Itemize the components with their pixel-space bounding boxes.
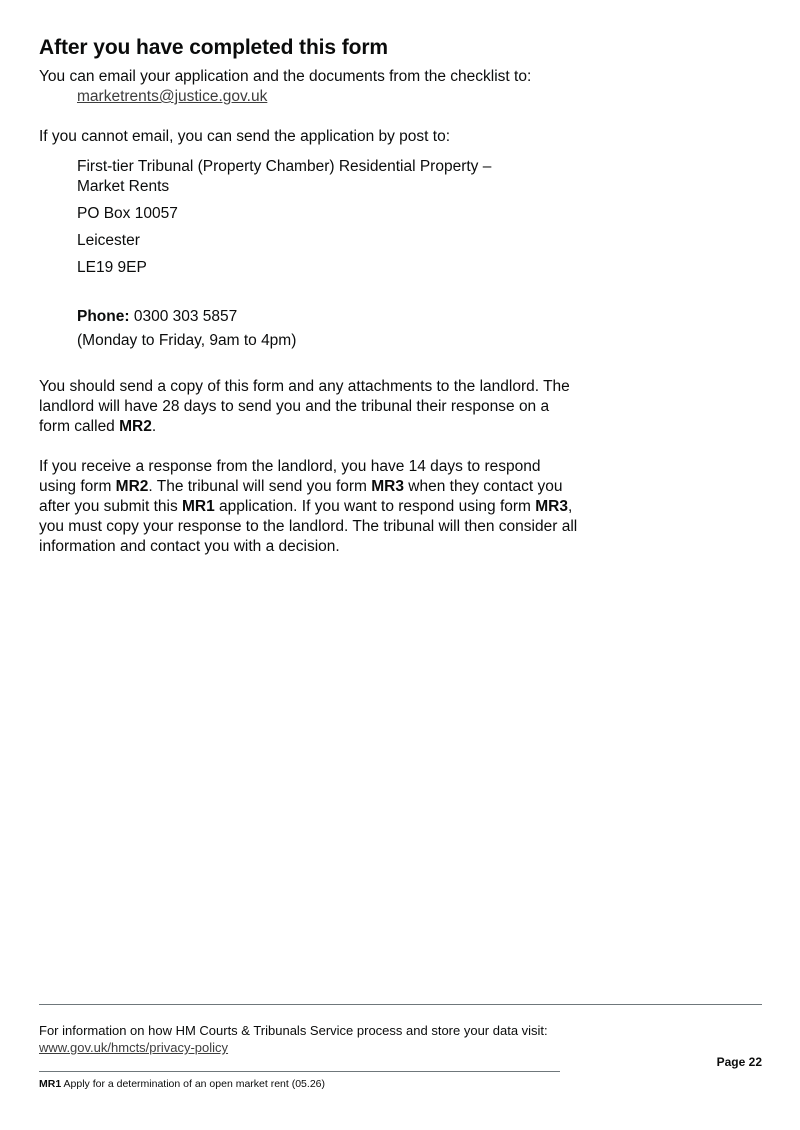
phone-label: Phone:	[77, 308, 130, 325]
page-number: Page 22	[716, 1055, 762, 1069]
email-intro: You can email your application and the documents from the checklist to:	[39, 68, 532, 85]
post-intro: If you cannot email, you can send the application by post to:	[39, 128, 451, 145]
respond-text-5: , you must copy your response to the landlord. The tribunal will then consider all information and contact you with a decision.	[39, 498, 578, 555]
phone-number: 0300 303 5857	[133, 308, 238, 325]
form-ref-mr3: MR3	[535, 498, 568, 515]
privacy-link[interactable]: www.gov.uk/hmcts/privacy-policy	[39, 1040, 229, 1055]
form-title: Apply for a determination of an open market rent (05.26)	[61, 1078, 325, 1090]
postal-address	[39, 157, 579, 278]
respond-text-4: application. If you want to respond using form	[214, 498, 536, 515]
form-ref-mr2: MR2	[119, 418, 152, 435]
footer-divider-top	[39, 1004, 762, 1005]
privacy-notice	[39, 1022, 599, 1056]
form-ref-mr2: MR2	[115, 478, 149, 495]
respond-text-3: when they contact you after you submit this	[39, 478, 563, 515]
address-line-4: LE19 9EP	[77, 259, 147, 276]
respond-paragraph	[39, 457, 579, 557]
phone-line	[77, 305, 579, 329]
respond-text-1: If you receive a response from the landlord, you have 14 days to respond using form	[39, 458, 541, 495]
address-line-3: Leicester	[77, 232, 140, 249]
privacy-text: For information on how HM Courts & Tribunals Service process and store your data visit:	[39, 1023, 548, 1038]
form-ref-mr3: MR3	[371, 478, 404, 495]
footer-divider-bottom	[39, 1071, 560, 1072]
form-reference	[39, 1077, 325, 1091]
address-line-1	[77, 157, 579, 197]
phone-hours: (Monday to Friday, 9am to 4pm)	[77, 332, 297, 349]
respond-text-2: . The tribunal will send you form	[148, 478, 372, 495]
email-link[interactable]: marketrents@justice.gov.uk	[77, 88, 268, 105]
address-line-2: PO Box 10057	[77, 205, 178, 222]
form-ref-mr1: MR1	[182, 498, 215, 515]
copy-text: You should send a copy of this form and any attachments to the landlord. The landlord will have 28 days to send you and the tribunal their response on a form called	[39, 378, 570, 435]
address-line-1a: First-tier Tribunal (Property Chamber) Residential Property –	[77, 158, 492, 175]
email-line	[77, 87, 579, 107]
address-line-1b: Market Rents	[77, 178, 170, 195]
copy-paragraph	[39, 377, 579, 437]
copy-text-end: .	[151, 418, 157, 435]
section-heading: After you have completed this form	[39, 36, 388, 59]
page-content	[39, 34, 579, 557]
form-code: MR1	[39, 1078, 62, 1090]
